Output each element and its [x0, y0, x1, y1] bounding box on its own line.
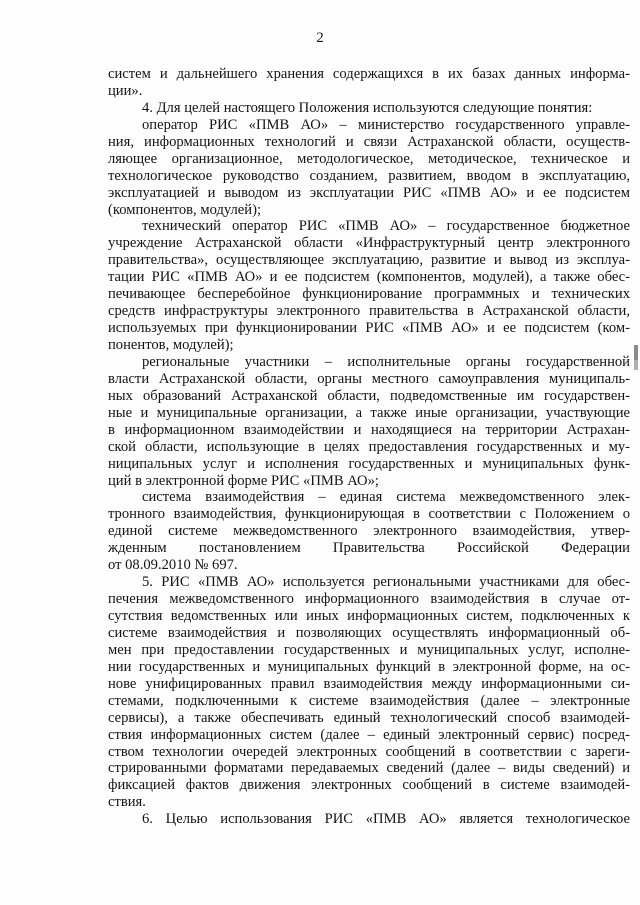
text-line: система взаимодействия – единая система межведомственного элек- [142, 489, 630, 506]
text-line: фиксацией фактов движения электронных сообщений в системе взаимодей- [108, 777, 630, 794]
text-line: печения межведомственного информационного взаимодействия в случае от- [108, 591, 630, 608]
text-line: в информационном взаимодействии и находящиеся на территории Астрахан- [108, 421, 630, 438]
text-line: используемых при функционировании РИС «ПМВ АО» и ее подсистем (ком- [108, 320, 630, 337]
text-line: нове унифицированных правил взаимодействия между информационными си- [108, 675, 630, 692]
text-line: тации РИС «ПМВ АО» и ее подсистем (компонентов, модулей), а также обес- [108, 269, 630, 286]
document-body [108, 66, 630, 828]
text-line: ций в электронной форме РИС «ПМВ АО»; [108, 472, 379, 489]
text-line: технологическое руководство созданием, развитием, вводом в эксплуатацию, [108, 167, 630, 184]
scan-edge-mark [634, 345, 638, 361]
text-line: ния, информационных технологий и связи Астраханской области, осуществ- [108, 133, 630, 150]
text-line: понентов, модулей); [108, 337, 234, 353]
text-line: правительства», осуществляющее эксплуатацию, развитие и вывод из эксплуа- [108, 252, 630, 269]
text-line: стемами, подключенными к системе взаимодействия (далее – электронные [108, 692, 630, 709]
text-line: эксплуатацией и выводом из эксплуатации РИС «ПМВ АО» и ее подсистем [108, 184, 630, 201]
text-line: ствия. [108, 794, 146, 811]
text-line: нии государственных и муниципальных функций в электронной форме, на ос- [108, 658, 630, 675]
page-number: 2 [316, 30, 324, 46]
text-line: учреждение Астраханской области «Инфраструктурный центр электронного [108, 235, 630, 252]
text-line: ции». [108, 82, 143, 99]
text-line: мен при предоставлении государственных и муниципальных услуг, исполне- [108, 641, 630, 658]
text-line: ляющее организационное, методологическое, методическое, техническое и [108, 150, 630, 167]
text-line: от 08.09.2010 № 697. [108, 557, 238, 574]
scan-edge-mark [634, 360, 638, 370]
text-line: сервисы), а также обеспечивать единый технологический способ взаимодей- [108, 709, 630, 726]
text-line: ством технологии очередей электронных сообщений в соответствии с зареги- [108, 743, 630, 760]
text-line: ствия информационных систем (далее – единый электронный сервис) посред- [108, 726, 630, 743]
text-line: печивающее бесперебойное функционирование программных и технических [108, 286, 630, 303]
text-line: 5. РИС «ПМВ АО» используется региональными участниками для обес- [142, 574, 630, 591]
text-line: ской области, использующие в целях предоставления государственных и му- [108, 438, 630, 455]
text-line: 6. Целью использования РИС «ПМВ АО» является технологическое [142, 811, 630, 828]
text-line: региональные участники – исполнительные органы государственной [142, 353, 630, 370]
text-line: 4. Для целей настоящего Положения используются следующие понятия: [142, 99, 593, 116]
text-line: (компонентов, модулей); [108, 201, 262, 218]
text-line: ниципальных услуг и исполнения государственных и муниципальных функ- [108, 455, 630, 472]
text-line: ные и муниципальные организации, а также иные организации, участвующие [108, 404, 630, 421]
text-line: власти Астраханской области, органы местного самоуправления муниципаль- [108, 370, 630, 387]
text-line: ных образований Астраханской области, подведомственные им государствен- [108, 387, 630, 404]
text-line: единой системе межведомственного электронного взаимодействия, утвер- [108, 523, 630, 540]
text-line: оператор РИС «ПМВ АО» – министерство государственного управле- [142, 116, 630, 133]
text-line: средств инфраструктуры электронного правительства в Астраханской области, [108, 303, 630, 320]
text-line: сутствия ведомственных или иных информационных систем, подключенных к [108, 608, 630, 624]
text-line: технический оператор РИС «ПМВ АО» – государственное бюджетное [142, 218, 630, 235]
text-line: тронного взаимодействия, функционирующая в соответствии с Положением о [108, 506, 630, 523]
text-line: системе взаимодействия и позволяющих осуществлять информационный об- [108, 624, 630, 641]
text-line: систем и дальнейшего хранения содержащихся в их базах данных информа- [108, 66, 630, 82]
text-line: стрированными форматами передаваемых сведений (далее – виды сведений) и [108, 760, 630, 777]
text-line: жденным постановлением Правительства Российской Федерации [108, 540, 630, 557]
